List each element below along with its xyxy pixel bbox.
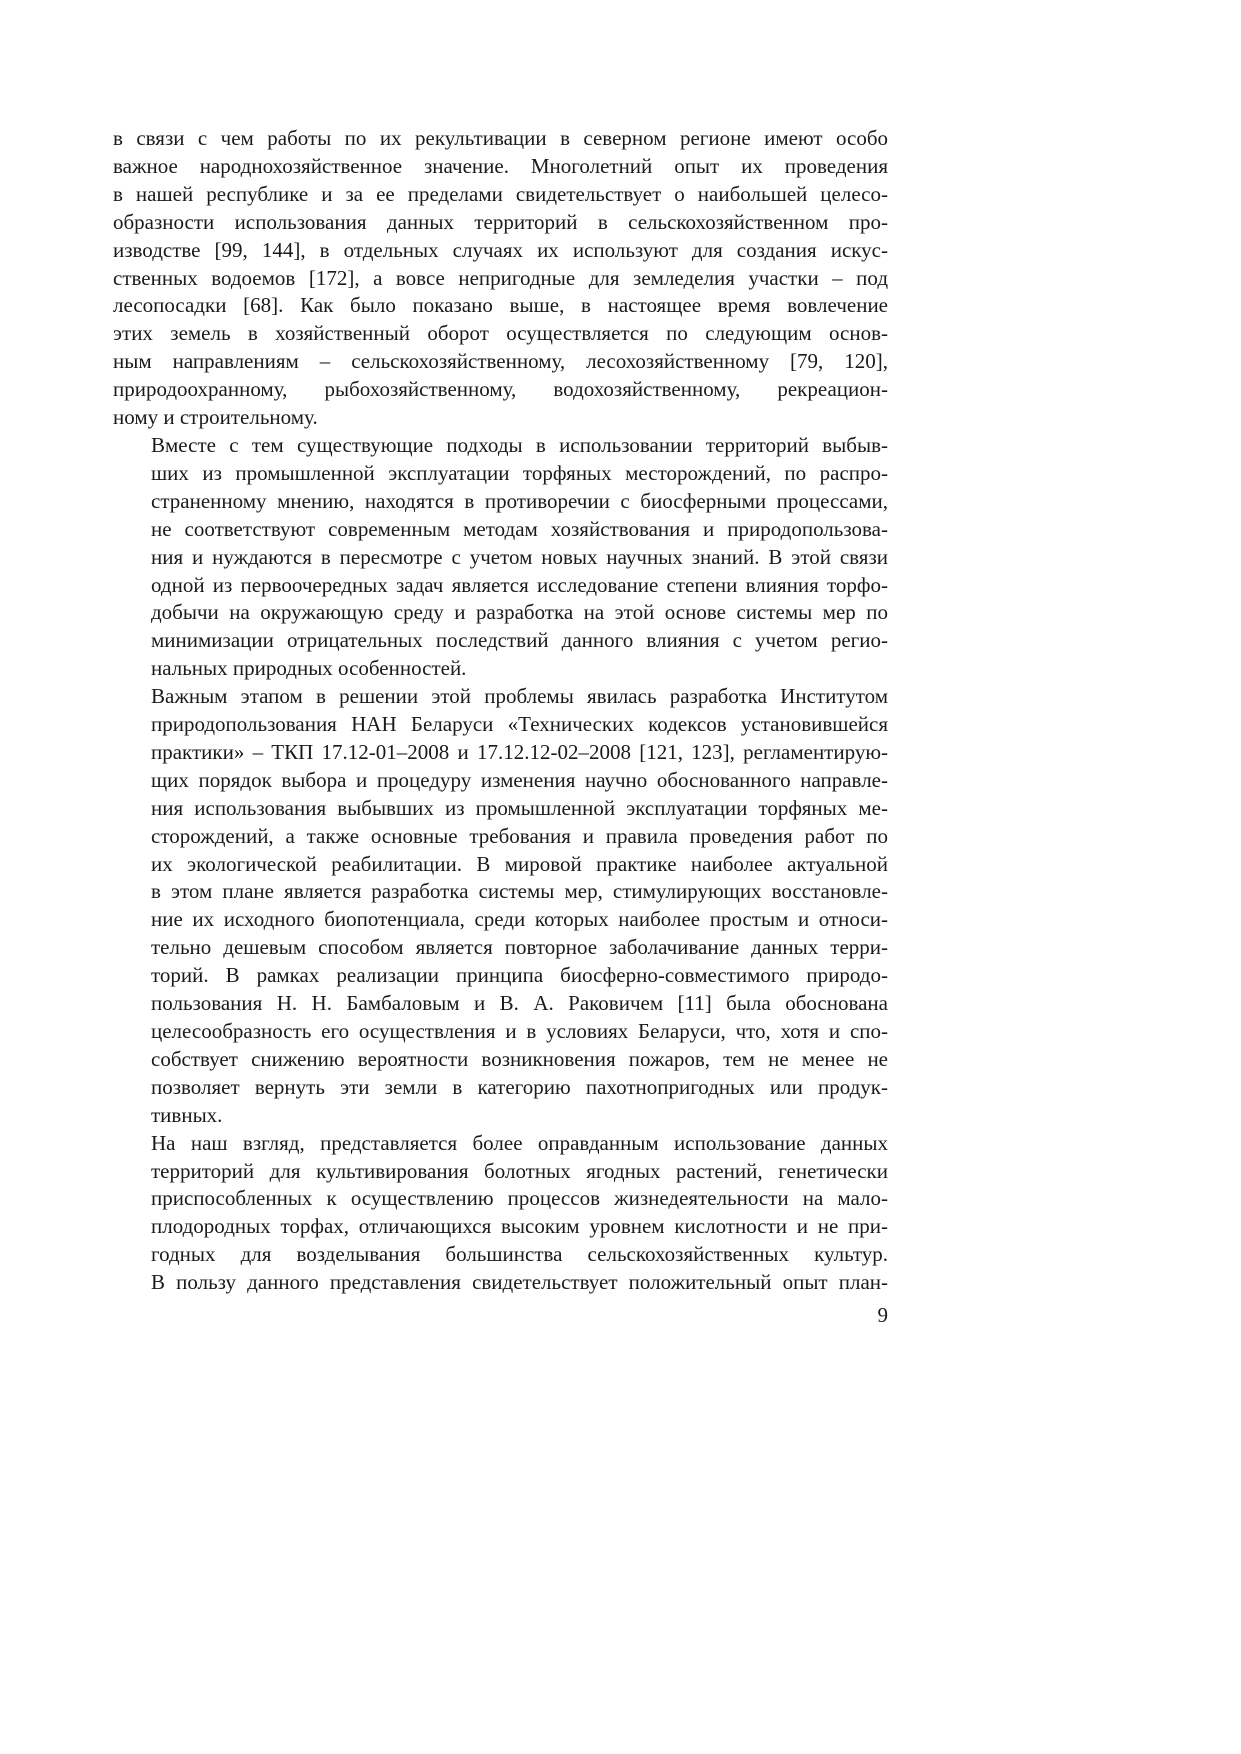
text-line: этих земель в хозяйственный оборот осуществляется по следующим основ- — [113, 321, 888, 346]
text-line: тельно дешевым способом является повторное заболачивание данных терри- — [151, 935, 888, 960]
text-line: позволяет вернуть эти земли в категорию пахотнопригодных или продук- — [151, 1074, 888, 1099]
text-line: ния и нуждаются в пересмотре с учетом новых научных знаний. В этой связи — [151, 544, 888, 569]
text-line: изводстве [99, 144], в отдельных случаях их используют для создания искус- — [113, 237, 888, 262]
text-line: торий. В рамках реализации принципа биосферно-совместимого природо- — [151, 963, 888, 988]
text-line: ших из промышленной эксплуатации торфяных месторождений, по распро- — [151, 460, 888, 485]
text-line: ния использования выбывших из промышленной эксплуатации торфяных ме- — [151, 795, 888, 820]
text-line: не соответствуют современным методам хозяйствования и природопользова- — [151, 516, 888, 541]
text-line: в связи с чем работы по их рекультивации в северном регионе имеют особо — [113, 126, 888, 150]
text-line: в этом плане является разработка системы мер, стимулирующих восстановле- — [151, 879, 888, 904]
text-line: в нашей республике и за ее пределами свидетельствует о наибольшей целесо- — [113, 181, 888, 206]
text-line: практики» – ТКП 17.12-01–2008 и 17.12.12-02–2008 [121, 123], регламентирую- — [151, 739, 888, 764]
text-line: годных для возделывания большинства сельскохозяйственных культур. — [151, 1242, 888, 1267]
text-line: лесопосадки [68]. Как было показано выше, в настоящее время вовлечение — [113, 293, 888, 318]
text-line: пользования Н. Н. Бамбаловым и В. А. Раковичем [11] была обоснована — [151, 991, 888, 1016]
text-line: ние их исходного биопотенциала, среди которых наиболее простым и относи- — [151, 907, 888, 932]
text-line: страненному мнению, находятся в противоречии с биосферными процессами, — [151, 488, 888, 513]
text-line: Вместе с тем существующие подходы в использовании территорий выбыв- — [151, 432, 888, 457]
text-line: минимизации отрицательных последствий данного влияния с учетом регио- — [151, 628, 888, 653]
text-line: территорий для культивирования болотных ягодных растений, генетически — [151, 1158, 888, 1183]
text-line: ному и строительному. — [113, 405, 318, 430]
text-line: ным направлениям – сельскохозяйственному, лесохозяйственному [79, 120], — [113, 349, 888, 374]
text-line: сторождений, а также основные требования и правила проведения работ по — [151, 823, 888, 848]
paragraph — [113, 125, 888, 432]
paragraph — [113, 1130, 888, 1297]
text-line: ственных водоемов [172], а вовсе непригодные для земледелия участки – под — [113, 265, 888, 290]
text-line: их экологической реабилитации. В мировой практике наиболее актуальной — [151, 851, 888, 876]
text-line: щих порядок выбора и процедуру изменения научно обоснованного направле- — [151, 767, 888, 792]
text-line: целесообразность его осуществления и в условиях Беларуси, что, хотя и спо- — [151, 1019, 888, 1043]
text-line: одной из первоочередных задач является исследование степени влияния торфо- — [151, 572, 888, 597]
text-line: важное народнохозяйственное значение. Многолетний опыт их проведения — [113, 153, 888, 178]
text-line: В пользу данного представления свидетельствует положительный опыт план- — [151, 1270, 888, 1295]
paragraph — [113, 432, 888, 683]
text-line: собствует снижению вероятности возникновения пожаров, тем не менее не — [151, 1046, 888, 1071]
paragraph — [113, 683, 888, 1130]
text-line: Важным этапом в решении этой проблемы явилась разработка Институтом — [151, 684, 888, 709]
text-line: природопользования НАН Беларуси «Технических кодексов установившейся — [151, 712, 888, 737]
text-line: тивных. — [151, 1102, 223, 1127]
text-line: плодородных торфах, отличающихся высоким уровнем кислотности и не при- — [151, 1214, 888, 1239]
text-line: природоохранному, рыбохозяйственному, водохозяйственному, рекреацион- — [113, 377, 888, 402]
page-number: 9 — [877, 1303, 888, 1327]
text-line: приспособленных к осуществлению процессов жизнедеятельности на мало- — [151, 1186, 888, 1211]
text-line: добычи на окружающую среду и разработка на этой основе системы мер по — [151, 600, 888, 625]
text-line: На наш взгляд, представляется более оправданным использование данных — [151, 1130, 888, 1155]
body-text — [113, 125, 888, 1297]
text-line: образности использования данных территорий в сельскохозяйственном про- — [113, 209, 888, 234]
text-line: нальных природных особенностей. — [151, 656, 467, 681]
